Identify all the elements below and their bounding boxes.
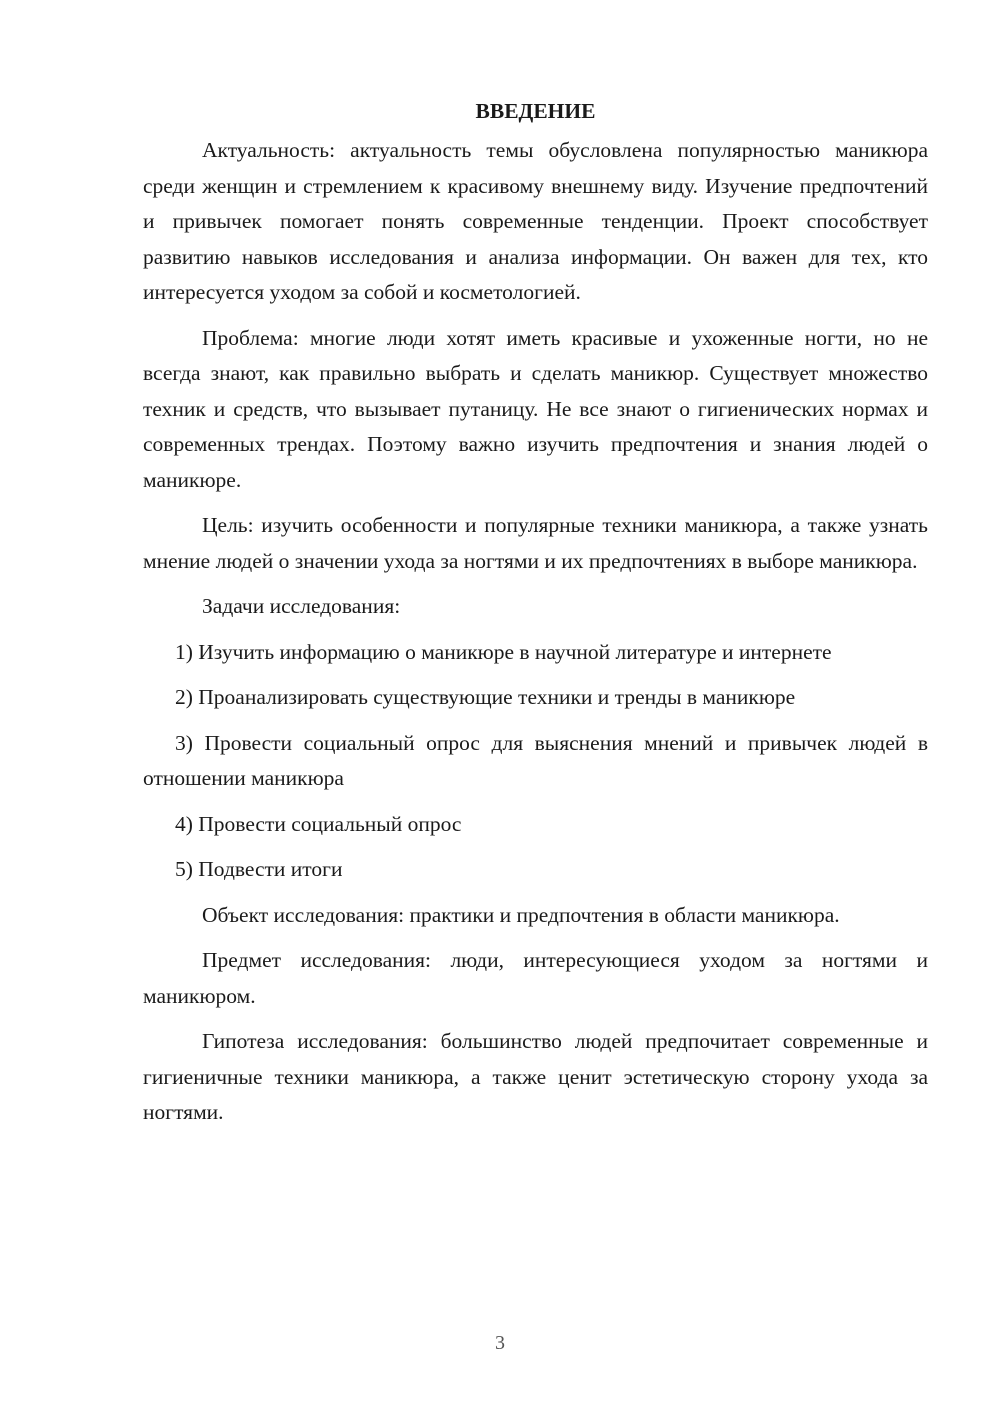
- task-item: 3) Провести социальный опрос для выяснения мнений и привычек людей в отношении маникюра: [143, 730, 928, 790]
- task-item: 5) Подвести итоги: [175, 857, 343, 881]
- document-page: [143, 94, 928, 1141]
- hypothesis-paragraph: Гипотеза исследования: большинство людей предпочитает современные и гигиеничные техники маникюра, а также ценит эстетическую сторону ухода за ногтями.: [143, 1029, 928, 1124]
- goal-paragraph: Цель: изучить особенности и популярные техники маникюра, а также узнать мнение людей о значении ухода за ногтями и их предпочтениях в выборе маникюра.: [143, 513, 928, 573]
- object-paragraph: Объект исследования: практики и предпочтения в области маникюра.: [202, 902, 840, 927]
- subject-paragraph: Предмет исследования: люди, интересующиеся уходом за ногтями и маникюром.: [143, 948, 928, 1008]
- page-number: 3: [495, 1332, 505, 1354]
- problem-paragraph: Проблема: многие люди хотят иметь красивые и ухоженные ногти, но не всегда знают, как правильно выбрать и сделать маникюр. Существует множество техник и средств, что вызывает путаницу. Не все знают о гигиенических нормах и современных трендах. Поэтому важно изучить предпочтения и знания людей о маникюре.: [143, 325, 928, 492]
- task-item: 1) Изучить информацию о маникюре в научной литературе и интернете: [175, 639, 832, 664]
- task-item: 2) Проанализировать существующие техники и тренды в маникюре: [175, 685, 796, 709]
- tasks-heading: Задачи исследования:: [202, 594, 401, 618]
- relevance-paragraph: Актуальность: актуальность темы обусловлена популярностью маникюра среди женщин и стремлением к красивому внешнему виду. Изучение предпочтений и привычек помогает понять современные тенденции. Проект способствует развитию навыков исследования и анализа информации. Он важен для тех, кто интересуется уходом за собой и косметологией.: [143, 138, 928, 304]
- task-item: 4) Провести социальный опрос: [175, 811, 462, 836]
- section-heading: ВВЕДЕНИЕ: [475, 99, 596, 123]
